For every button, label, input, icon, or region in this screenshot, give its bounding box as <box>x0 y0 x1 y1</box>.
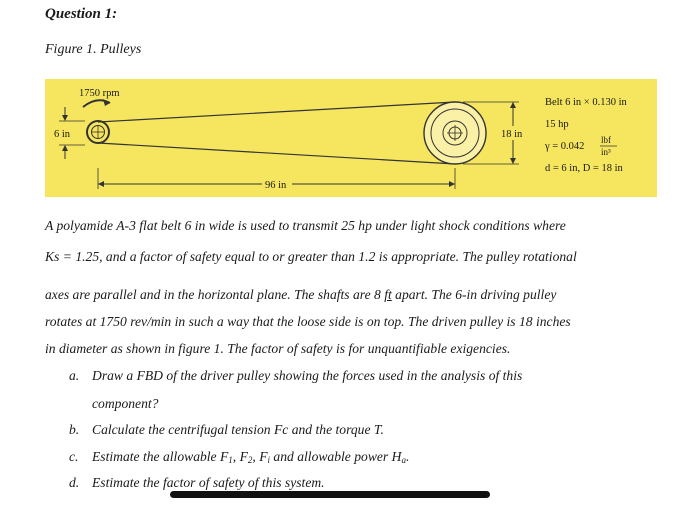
task-c-part: Estimate the allowable F <box>92 449 229 464</box>
problem-line-1: A polyamide A-3 flat belt 6 in wide is used to transmit 25 hp under light shock conditions where <box>45 218 566 233</box>
task-c-part: , F <box>252 449 268 464</box>
task-c-part: , F <box>232 449 248 464</box>
spec-diameters: d = 6 in, D = 18 in <box>545 163 623 174</box>
spec-power: 15 hp <box>545 119 569 130</box>
spec-gamma-unit-den: in³ <box>601 147 611 157</box>
problem-line-4: rotates at 1750 rev/min in such a way that the loose side is on top. The driven pulley is 18 inches <box>45 314 571 329</box>
center-distance-label: 96 in <box>265 180 287 191</box>
task-d-text: Estimate the factor of safety of this system. <box>92 475 325 490</box>
scroll-indicator[interactable] <box>170 491 490 498</box>
task-c-sub: 1 <box>228 455 233 465</box>
task-c-sub: i <box>267 455 271 465</box>
belt-bottom-line <box>98 143 455 164</box>
driver-pulley <box>87 121 109 143</box>
spec-gamma: γ = 0.042 <box>545 141 585 152</box>
task-d-marker: d. <box>69 475 80 490</box>
pulley-diagram <box>45 79 657 197</box>
spec-gamma-unit-num: lbf <box>601 135 611 145</box>
task-b-text: Calculate the centrifugal tension Fc and the torque T. <box>92 422 384 437</box>
task-c-marker: c. <box>69 449 79 464</box>
task-c-sub: a <box>401 455 406 465</box>
question-heading: Question 1: <box>45 6 118 22</box>
problem-line-3a: axes are parallel and in the horizontal plane. The shafts are 8 <box>45 287 385 302</box>
task-c-sub: 2 <box>247 455 253 465</box>
problem-line-2: Ks = 1.25, and a factor of safety equal to or greater than 1.2 is appropriate. The pulley rotational <box>45 249 577 264</box>
problem-line-5: in diameter as shown in figure 1. The factor of safety is for unquantifiable exigencies. <box>45 341 511 356</box>
task-b-marker: b. <box>69 422 80 437</box>
speed-label: 1750 rpm <box>79 88 120 99</box>
problem-line-3b: apart. The 6-in driving pulley <box>391 287 557 302</box>
small-diameter-label: 6 in <box>54 129 71 140</box>
task-a-marker: a. <box>69 368 80 383</box>
pulley-figure <box>45 79 657 197</box>
task-c-part: and allowable power H <box>270 449 402 464</box>
task-c-part: . <box>405 449 410 464</box>
belt-top-line <box>98 102 455 122</box>
problem-line-3 <box>45 287 556 303</box>
task-a-line-2: component? <box>92 396 159 411</box>
figure-caption: Figure 1. Pulleys <box>45 42 142 57</box>
large-diameter-label: 18 in <box>501 129 523 140</box>
task-a-line-1: Draw a FBD of the driver pulley showing the forces used in the analysis of this <box>92 368 523 383</box>
driven-pulley <box>424 102 486 164</box>
problem-line-3-ft: ft <box>384 287 392 302</box>
spec-belt: Belt 6 in × 0.130 in <box>545 97 627 108</box>
task-c-text <box>92 449 409 465</box>
